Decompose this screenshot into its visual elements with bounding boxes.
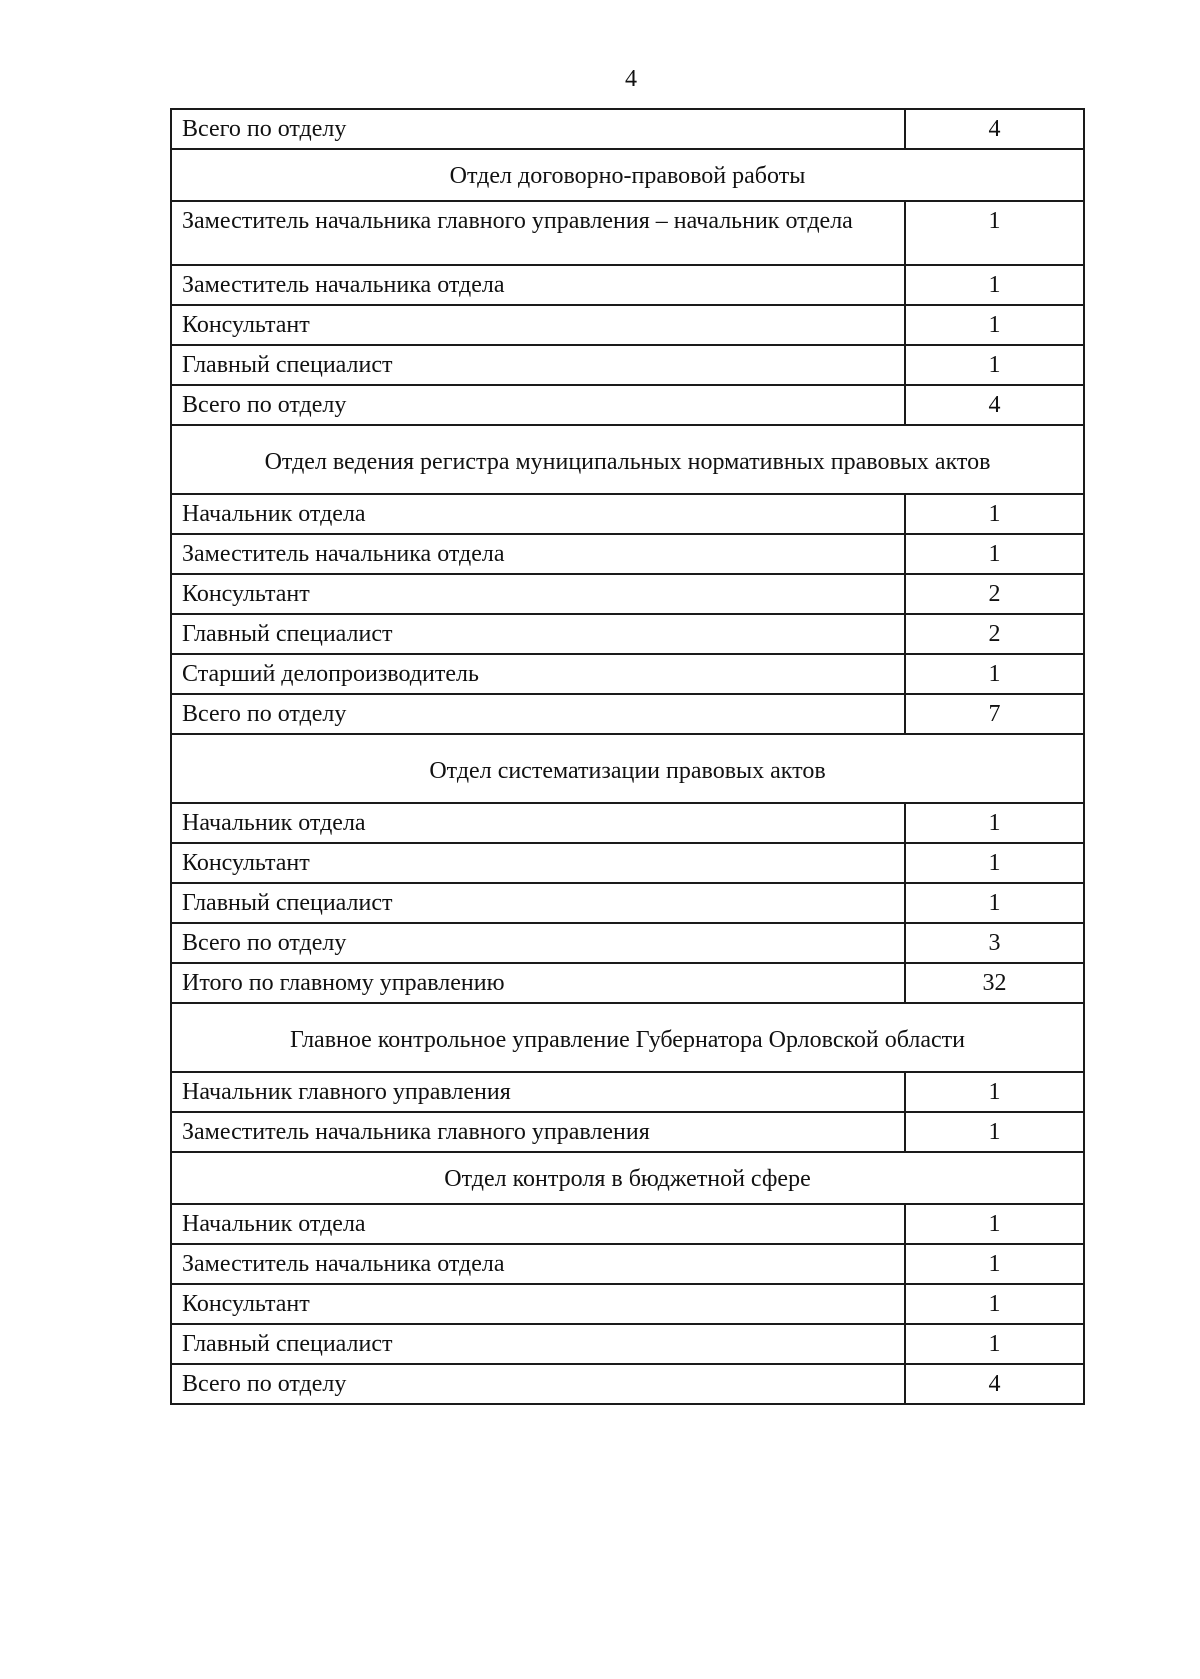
position-title: Всего по отделу bbox=[171, 923, 905, 963]
position-count: 4 bbox=[905, 1364, 1084, 1404]
section-title: Отдел договорно-правовой работы bbox=[171, 149, 1084, 201]
position-count: 1 bbox=[905, 1204, 1084, 1244]
section-header-row bbox=[171, 149, 1084, 201]
position-title: Начальник главного управления bbox=[171, 1072, 905, 1112]
position-title: Старший делопроизводитель bbox=[171, 654, 905, 694]
position-count: 1 bbox=[905, 1112, 1084, 1152]
table-row bbox=[171, 1204, 1084, 1244]
table-row bbox=[171, 1072, 1084, 1112]
position-count: 1 bbox=[905, 494, 1084, 534]
position-count: 1 bbox=[905, 883, 1084, 923]
position-count: 1 bbox=[905, 1244, 1084, 1284]
table-row bbox=[171, 923, 1084, 963]
position-title: Всего по отделу bbox=[171, 385, 905, 425]
table-row bbox=[171, 614, 1084, 654]
table-row bbox=[171, 803, 1084, 843]
position-count: 4 bbox=[905, 385, 1084, 425]
table-row bbox=[171, 843, 1084, 883]
position-count: 1 bbox=[905, 1072, 1084, 1112]
table-row bbox=[171, 574, 1084, 614]
position-count: 1 bbox=[905, 843, 1084, 883]
section-header-row bbox=[171, 425, 1084, 494]
position-count: 2 bbox=[905, 614, 1084, 654]
position-count: 1 bbox=[905, 1284, 1084, 1324]
section-header-row bbox=[171, 1003, 1084, 1072]
position-title: Заместитель начальника главного управления bbox=[171, 1112, 905, 1152]
section-title: Главное контрольное управление Губернатора Орловской области bbox=[171, 1003, 1084, 1072]
page-number: 4 bbox=[625, 66, 637, 92]
position-title: Начальник отдела bbox=[171, 803, 905, 843]
position-title: Всего по отделу bbox=[171, 109, 905, 149]
position-title: Заместитель начальника отдела bbox=[171, 1244, 905, 1284]
position-title: Консультант bbox=[171, 305, 905, 345]
position-count: 1 bbox=[905, 345, 1084, 385]
position-title: Заместитель начальника отдела bbox=[171, 265, 905, 305]
table-row bbox=[171, 109, 1084, 149]
position-count: 1 bbox=[905, 534, 1084, 574]
position-count: 2 bbox=[905, 574, 1084, 614]
position-count: 1 bbox=[905, 201, 1084, 265]
position-title: Главный специалист bbox=[171, 1324, 905, 1364]
position-count: 7 bbox=[905, 694, 1084, 734]
position-title: Консультант bbox=[171, 574, 905, 614]
position-title: Консультант bbox=[171, 1284, 905, 1324]
table-row bbox=[171, 694, 1084, 734]
section-header-row bbox=[171, 1152, 1084, 1204]
table-row bbox=[171, 265, 1084, 305]
position-title: Консультант bbox=[171, 843, 905, 883]
position-title: Главный специалист bbox=[171, 614, 905, 654]
position-title: Заместитель начальника отдела bbox=[171, 534, 905, 574]
table-row bbox=[171, 963, 1084, 1003]
staffing-table-body bbox=[171, 109, 1084, 1404]
position-title: Заместитель начальника главного управления – начальник отдела bbox=[171, 201, 905, 265]
section-title: Отдел систематизации правовых актов bbox=[171, 734, 1084, 803]
section-title: Отдел ведения регистра муниципальных нормативных правовых актов bbox=[171, 425, 1084, 494]
position-title: Главный специалист bbox=[171, 883, 905, 923]
position-count: 1 bbox=[905, 265, 1084, 305]
table-row bbox=[171, 305, 1084, 345]
position-title: Главный специалист bbox=[171, 345, 905, 385]
position-title: Начальник отдела bbox=[171, 1204, 905, 1244]
section-header-row bbox=[171, 734, 1084, 803]
table-row bbox=[171, 654, 1084, 694]
position-count: 4 bbox=[905, 109, 1084, 149]
table-row bbox=[171, 385, 1084, 425]
position-count: 1 bbox=[905, 803, 1084, 843]
table-row bbox=[171, 1324, 1084, 1364]
table-row bbox=[171, 883, 1084, 923]
table-row bbox=[171, 1112, 1084, 1152]
position-count: 32 bbox=[905, 963, 1084, 1003]
position-count: 1 bbox=[905, 305, 1084, 345]
table-row bbox=[171, 1244, 1084, 1284]
position-title: Всего по отделу bbox=[171, 1364, 905, 1404]
table-row bbox=[171, 1364, 1084, 1404]
table-row bbox=[171, 494, 1084, 534]
table-row bbox=[171, 345, 1084, 385]
table-row bbox=[171, 201, 1084, 265]
position-title: Начальник отдела bbox=[171, 494, 905, 534]
table-row bbox=[171, 1284, 1084, 1324]
staffing-table bbox=[170, 108, 1085, 1405]
position-count: 1 bbox=[905, 1324, 1084, 1364]
position-count: 3 bbox=[905, 923, 1084, 963]
position-title: Всего по отделу bbox=[171, 694, 905, 734]
position-title: Итого по главному управлению bbox=[171, 963, 905, 1003]
position-count: 1 bbox=[905, 654, 1084, 694]
table-row bbox=[171, 534, 1084, 574]
section-title: Отдел контроля в бюджетной сфере bbox=[171, 1152, 1084, 1204]
